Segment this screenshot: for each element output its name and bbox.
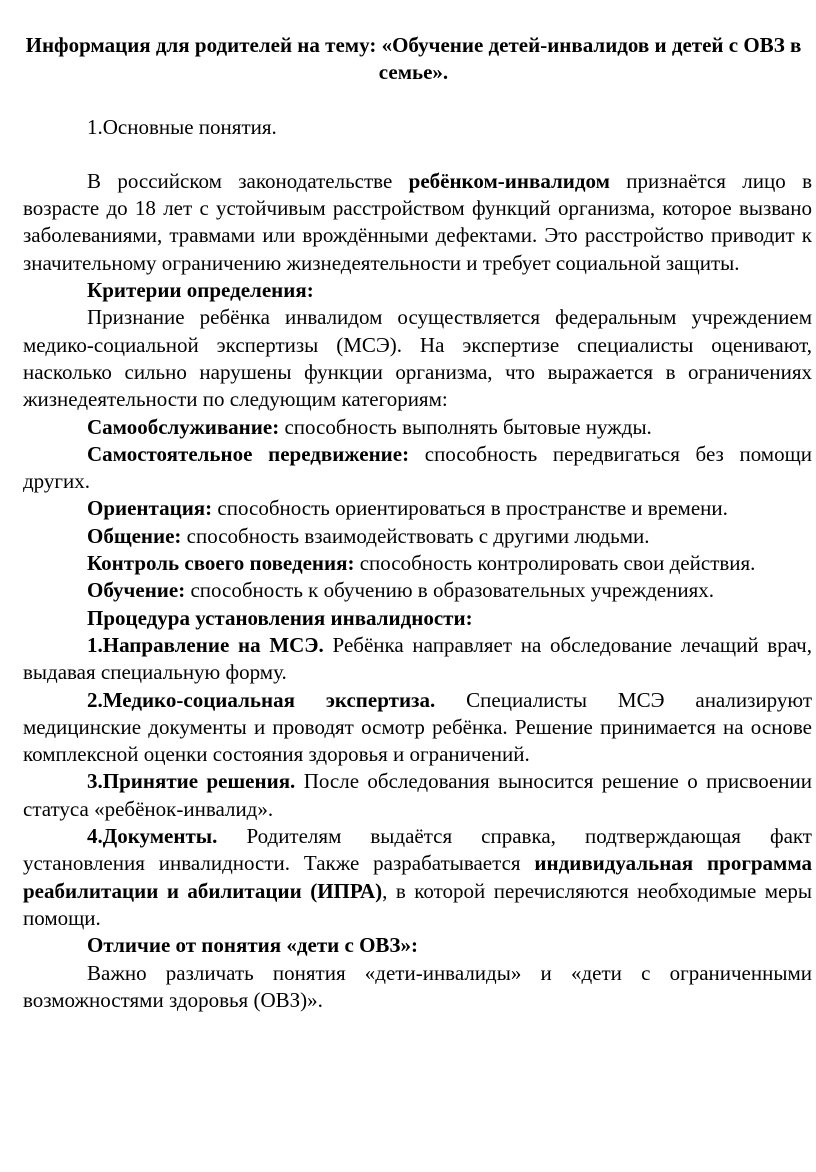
procedure-step-documents <box>23 823 812 932</box>
procedure-step-desc: После обследования выносится решение о присвоении статуса «ребёнок-инвалид». <box>23 769 812 821</box>
criterion-term: Контроль своего поведения: <box>87 551 355 576</box>
difference-heading-text: Отличие от понятия «дети с ОВЗ»: <box>87 933 418 958</box>
procedure-step <box>23 632 812 687</box>
criterion-term: Ориентация: <box>87 496 213 521</box>
criterion-term: Самостоятельное передвижение: <box>87 441 410 466</box>
procedure-step-term: 2.Медико-социальная экспертиза. <box>87 687 436 712</box>
procedure-step-term: 4.Документы. <box>87 824 218 849</box>
intro-term-disabled-child: ребёнком-инвалидом <box>408 168 610 193</box>
ipra-term: индивидуальная программа реабилитации и абилитации (ИПРА) <box>23 851 812 903</box>
criterion-desc: способность к обучению в образовательных учреждениях. <box>185 578 714 603</box>
procedure-step-desc: Родителям выдаётся справка, подтверждающая факт установления инвалидности. Также разрабатывается <box>23 824 812 876</box>
section-heading-basic-concepts: 1.Основные понятия. <box>87 114 277 139</box>
intro-paragraph <box>23 168 812 277</box>
criterion-item <box>23 523 812 550</box>
criterion-item <box>23 495 812 522</box>
intro-text-post: признаётся лицо в возрасте до 18 лет с устойчивым расстройством функций организма, которое вызвано заболеваниями, травмами или врождёнными дефектами. Это расстройство приводит к значительному ограничению жизнедеятельности и требует социальной защиты. <box>23 168 812 275</box>
document-title: Информация для родителей на тему: «Обучение детей-инвалидов и детей с ОВЗ в семье». <box>25 33 802 85</box>
difference-heading <box>23 932 812 959</box>
criterion-desc: способность контролировать свои действия. <box>354 551 756 576</box>
criterion-term: Общение: <box>87 523 182 548</box>
procedure-step-desc: Ребёнка направляет на обследование лечащий врач, выдавая специальную форму. <box>23 632 812 685</box>
criterion-item <box>23 441 812 496</box>
procedure-heading-text: Процедура установления инвалидности: <box>87 605 473 630</box>
procedure-step-term: 3.Принятие решения. <box>87 769 296 794</box>
criteria-intro: Признание ребёнка инвалидом осуществляется федеральным учреждением медико-социальной экспертизы (МСЭ). На экспертизе специалисты оценивают, насколько сильно нарушены функции организма, что выражается в ограничениях жизнедеятельности по следующим категориям: <box>23 305 812 412</box>
criterion-desc: способность взаимодействовать с другими людьми. <box>181 523 650 548</box>
criteria-heading <box>23 277 812 304</box>
criterion-item <box>23 414 812 441</box>
criterion-desc: способность ориентироваться в пространстве и времени. <box>212 496 728 521</box>
criterion-term: Самообслуживание: <box>87 414 280 439</box>
criterion-item <box>23 577 812 604</box>
criterion-item <box>23 550 812 577</box>
procedure-step <box>23 768 812 823</box>
procedure-heading <box>23 605 812 632</box>
criterion-term: Обучение: <box>87 578 186 603</box>
criterion-desc: способность выполнять бытовые нужды. <box>279 414 652 439</box>
intro-text-pre: В российском законодательстве <box>87 168 409 193</box>
procedure-step-term: 1.Направление на МСЭ. <box>87 632 324 657</box>
procedure-step-desc: Специалисты МСЭ анализируют медицинские документы и проводят осмотр ребёнка. Решение принимается на основе комплексной оценки состояния здоровья и ограничений. <box>23 687 812 767</box>
difference-text: Важно различать понятия «дети-инвалиды» и «дети с ограниченными возможностями здоровья (ОВЗ)». <box>23 960 812 1012</box>
criteria-heading-text: Критерии определения: <box>87 278 314 303</box>
criterion-desc: способность передвигаться без помощи других. <box>23 441 813 494</box>
procedure-step <box>23 687 812 769</box>
procedure-step-desc-post: , в которой перечисляются необходимые меры помощи. <box>23 878 813 930</box>
